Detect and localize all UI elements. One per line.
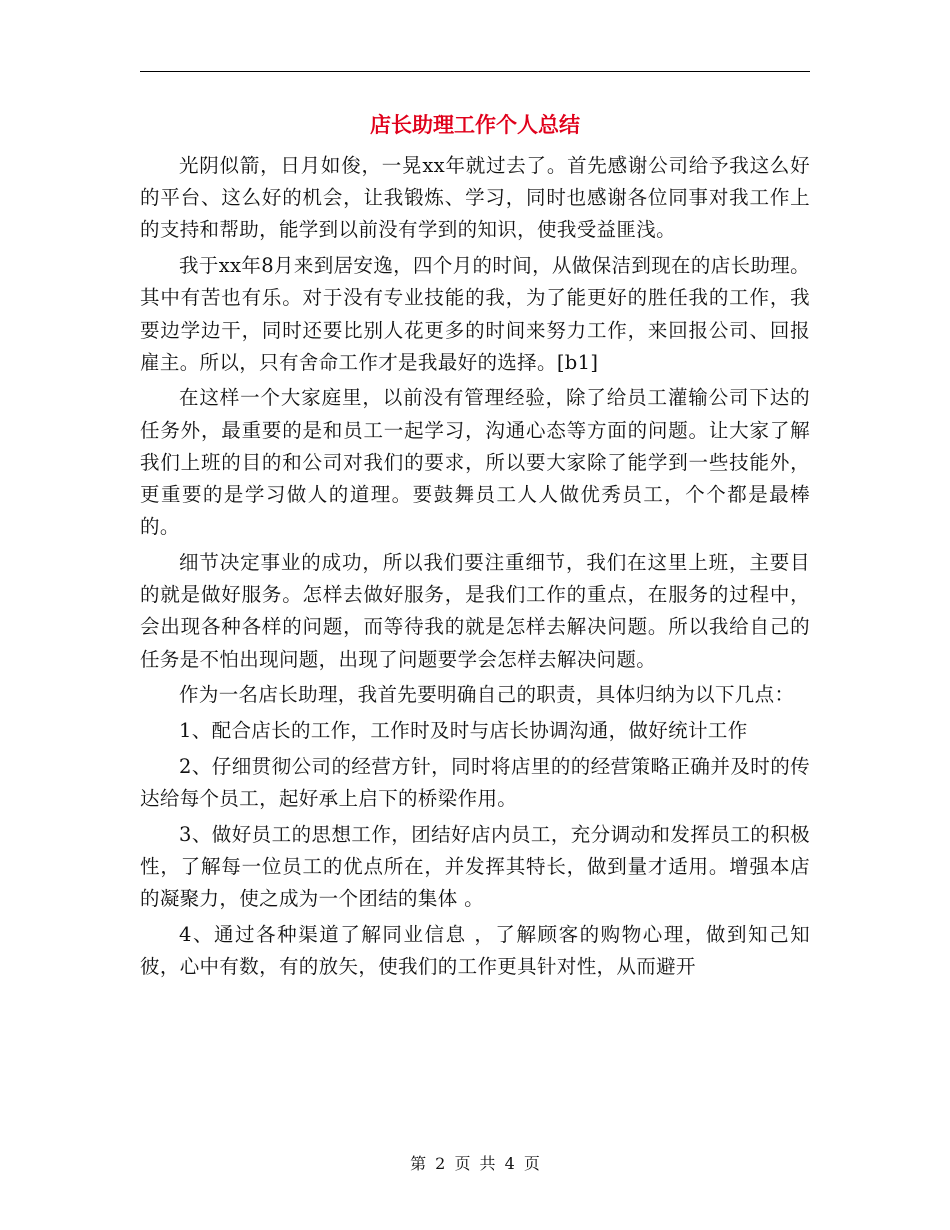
paragraph: 在这样一个大家庭里，以前没有管理经验，除了给员工灌输公司下达的任务外，最重要的是和员工一起学习，沟通心态等方面的问题。让大家了解我们上班的目的和公司对我们的要求，所以要大家除了能学到一些技能外，更重要的是学习做人的道理。要鼓舞员工人人做优秀员工，个个都是最棒的。 <box>140 386 810 539</box>
paragraph: 作为一名店长助理，我首先要明确自己的职责，具体归纳为以下几点： <box>179 683 795 707</box>
page-number-footer: 第 2 页 共 4 页 <box>410 1154 540 1173</box>
paragraph: 我于xx年8月来到居安逸，四个月的时间，从做保洁到现在的店长助理。其中有苦也有乐。对于没有专业技能的我，为了能更好的胜任我的工作，我要边学边干，同时还要比别人花更多的时间来努力工作，来回报公司、回报雇主。所以，只有舍命工作才是我最好的选择。[b1] <box>140 254 810 374</box>
list-item: 1、配合店长的工作，工作时及时与店长协调沟通，做好统计工作 <box>179 718 748 742</box>
paragraph: 光阴似箭，日月如俊，一晃xx年就过去了。首先感谢公司给予我这么好的平台、这么好的机会，让我锻炼、学习，同时也感谢各位同事对我工作上的支持和帮助，能学到以前没有学到的知识，使我受益匪浅。 <box>140 154 810 242</box>
document-title: 店长助理工作个人总结 <box>370 112 580 137</box>
paragraph: 细节决定事业的成功，所以我们要注重细节，我们在这里上班，主要目的就是做好服务。怎样去做好服务，是我们工作的重点，在服务的过程中，会出现各种各样的问题，而等待我的就是怎样去解决问题。所以我给自己的任务是不怕出现问题，出现了问题要学会怎样去解决问题。 <box>140 550 810 671</box>
header-rule <box>140 71 810 72</box>
list-item: 3、做好员工的思想工作，团结好店内员工，充分调动和发挥员工的积极性，了解每一位员工的优点所在，并发挥其特长，做到量才适用。增强本店的凝聚力，使之成为一个团结的集体 。 <box>140 822 810 910</box>
list-item: 2、仔细贯彻公司的经营方针，同时将店里的的经营策略正确并及时的传达给每个员工，起好承上启下的桥梁作用。 <box>140 754 810 810</box>
list-item: 4、通过各种渠道了解同业信息 ，了解顾客的购物心理，做到知己知彼，心中有数，有的放矢，使我们的工作更具针对性，从而避开 <box>140 922 810 978</box>
document-body <box>140 150 810 987</box>
